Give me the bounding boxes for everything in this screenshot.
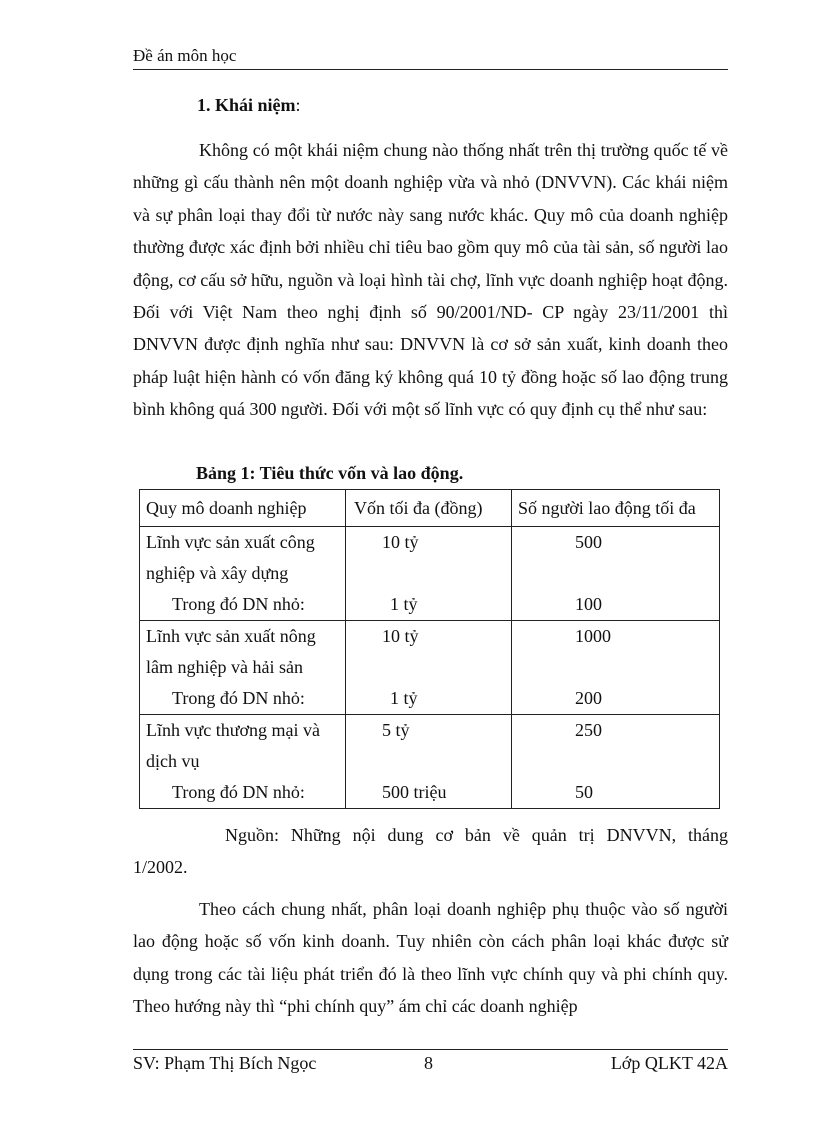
sector-cell [140,621,346,715]
sub-workers-value: 200 [575,688,602,708]
capital-value: 10 tỷ [382,532,419,552]
spacer [512,746,719,777]
section-heading [197,95,301,116]
sub-capital-value: 1 tỷ [390,688,418,708]
spacer [346,652,511,683]
sub-label: Trong đó DN nhỏ: [172,782,305,802]
workers-value: 500 [575,532,602,552]
header-cell-capital: Vốn tối đa (đồng) [346,490,512,527]
paragraph-classification: Theo cách chung nhất, phân loại doanh nghiệp phụ thuộc vào số người lao động hoặc số vốn kinh doanh. Tuy nhiên còn cách phân loại khác được sử dụng trong các tài liệu phát triển đó là theo lĩnh vực chính quy và phi chính quy. Theo hướng này thì “phi chính quy” ám chỉ các doanh nghiệp [133,899,728,1017]
table-row [140,715,720,809]
sector-line: dịch vụ [146,751,200,771]
sub-label: Trong đó DN nhỏ: [172,594,305,614]
workers-cell [512,715,720,809]
sector-cell [140,715,346,809]
page-header-title: Đề án môn học [133,46,237,65]
section-heading-colon: : [295,95,301,115]
sector-line: lâm nghiệp và hải sản [146,657,303,677]
sector-line: nghiệp và xây dựng [146,563,289,583]
footer-class: Lớp QLKT 42A [610,1053,728,1073]
capital-cell [346,527,512,621]
capital-value: 10 tỷ [382,626,419,646]
capital-value: 5 tỷ [382,720,410,740]
header-divider [133,69,728,70]
header-cell-workers: Số người lao động tối đa [512,490,720,527]
capital-cell [346,715,512,809]
sub-capital-value: 500 triệu [382,782,447,802]
table-row [140,621,720,715]
sector-cell [140,527,346,621]
workers-value: 250 [575,720,602,740]
section-heading-text: 1. Khái niệm [197,95,296,115]
sector-line: Lĩnh vực thương mại và [146,720,320,740]
spacer [346,746,511,777]
spacer [512,558,719,589]
workers-value: 1000 [575,626,611,646]
table-row [140,527,720,621]
workers-cell [512,527,720,621]
sub-capital-value: 1 tỷ [390,594,418,614]
table-header-row [140,490,720,527]
sub-workers-value: 100 [575,594,602,614]
sub-label: Trong đó DN nhỏ: [172,688,305,708]
footer-student-name: SV: Phạm Thị Bích Ngọc [133,1053,317,1073]
sector-line: Lĩnh vực sản xuất công [146,532,315,552]
sub-workers-value: 50 [575,782,593,802]
page-number: 8 [424,1053,433,1073]
spacer [512,652,719,683]
workers-cell [512,621,720,715]
table-source-date: 1/2002. [133,857,188,877]
sector-line: Lĩnh vực sản xuất nông [146,626,316,646]
criteria-table [139,489,720,809]
paragraph-definition: Không có một khái niệm chung nào thống nhất trên thị trường quốc tế về những gì cấu thành nên một doanh nghiệp vừa và nhỏ (DNVVN). Các khái niệm và sự phân loại thay đổi từ nước này sang nước khác. Quy mô của doanh nghiệp thường được xác định bởi nhiều chỉ tiêu bao gồm quy mô của tài sản, số người lao động, cơ cấu sở hữu, nguồn và loại hình tài chợ, lĩnh vực doanh nghiệp hoạt động. Đối với Việt Nam theo nghị định số 90/2001/ND- CP ngày 23/11/2001 thì DNVVN được định nghĩa như sau: DNVVN là cơ sở sản xuất, kinh doanh theo pháp luật hiện hành có vốn đăng ký không quá 10 tỷ đồng hoặc số lao động trung bình không quá 300 người. Đối với một số lĩnh vực có quy định cụ thể như sau: [133,140,728,420]
capital-cell [346,621,512,715]
table-source-line: Nguồn: Những nội dung cơ bản về quản trị DNVVN, tháng [225,825,728,845]
table-caption: Bảng 1: Tiêu thức vốn và lao động. [196,463,464,483]
header-cell-scale: Quy mô doanh nghiệp [140,490,346,527]
footer-divider [133,1049,728,1050]
spacer [346,558,511,589]
